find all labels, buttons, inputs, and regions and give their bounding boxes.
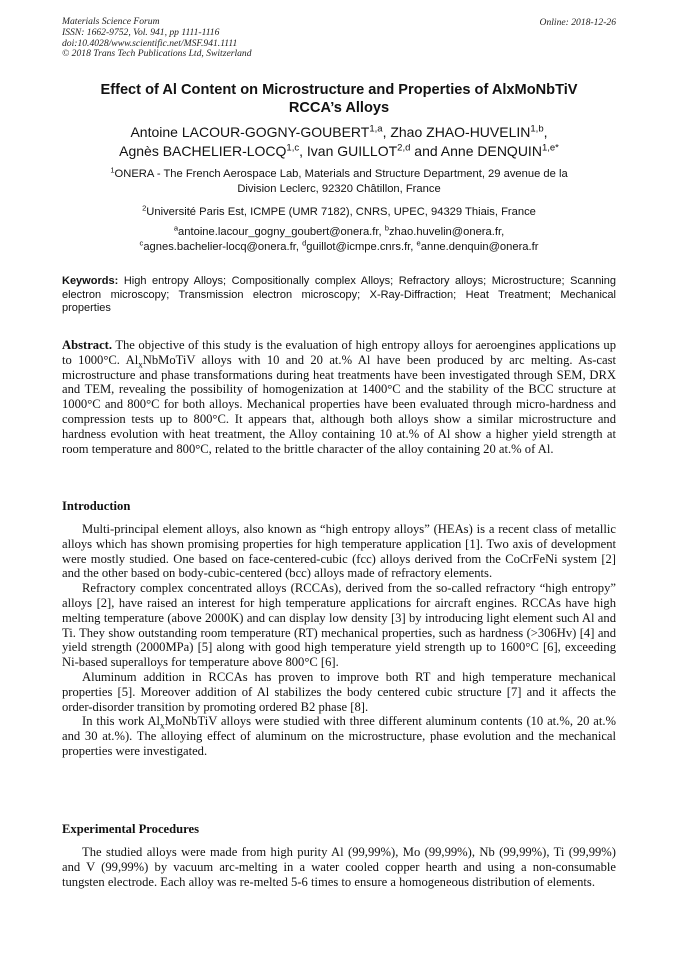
subscript: x xyxy=(138,359,143,370)
author-affiliation-mark: 1,e* xyxy=(541,141,559,153)
affiliation-2 xyxy=(62,205,616,220)
affiliation-mark: 2 xyxy=(142,203,147,213)
introduction-section xyxy=(62,522,616,759)
email-mark: a xyxy=(173,223,179,233)
author-list xyxy=(62,123,616,160)
author-name: Agnès BACHELIER-LOCQ xyxy=(119,142,287,159)
section-heading-introduction: Introduction xyxy=(62,499,131,513)
paper-title xyxy=(62,81,616,117)
authors-line-1 xyxy=(62,123,616,142)
email-address: guillot@icmpe.cnrs.fr, xyxy=(306,240,417,253)
author-name: Zhao ZHAO-HUVELIN xyxy=(390,124,531,140)
email-address: agnes.bachelier-locq@onera.fr, xyxy=(143,240,303,253)
subscript: x xyxy=(160,720,165,731)
paragraph: The studied alloys were made from high purity Al (99,99%), Mo (99,99%), Nb (99,99%), Ti (99,99%) and V (99,99%) by vacuum arc-melting in a water cooled copper hearth and using a non-consumable tungsten electrode. Each alloy was re-melted 5-6 times to ensure a homogeneous distribution of elements. xyxy=(62,845,616,889)
title-line-1: Effect of Al Content on Microstructure and Properties of AlxMoNbTiV xyxy=(100,82,578,98)
abstract-text: The objective of this study is the evaluation of high entropy alloys for aeroengines applications up to 1000°C. Al xyxy=(62,338,616,367)
journal-name: Materials Science Forum xyxy=(62,16,160,27)
email-address: zhao.huvelin@onera.fr, xyxy=(388,226,505,238)
abstract-text: NbMoTiV alloys with 10 and 20 at.% Al have been produced by arc melting. As-cast microstructure and phase transformations during heat treatments have been investigated through SEM, DRX and TEM, revealing the possibility of homogenization at 1400°C and the stability of the BCC structure at 1000°C and 800°C for both alloys. Mechanical properties have been evaluated through micro-hardness and compression tests up to 800°C. It appears that, although both alloys show a similar microstructure and hardness evolution with heat treatment, the Alloy containing 10 at.% of Al show a higher yield strength at room temperature and 800°C, related to the brittle character of the alloy containing 20 at.% of Al. xyxy=(62,352,616,456)
author-affiliation-mark: 1,c xyxy=(286,141,300,153)
issn: ISSN: 1662-9752, Vol. 941, pp 1111-1116 xyxy=(62,26,220,38)
affiliation-1 xyxy=(62,167,616,196)
affiliation-mark: 1 xyxy=(110,165,115,175)
paragraph-text: MoNbTiV alloys were studied with three different aluminum contents (10 at.%, 20 at.% and 30 at.%). The alloying effect of aluminum on the microstructure, phase evolution and the mechanical properties were investigated. xyxy=(62,714,616,758)
section-heading-experimental: Experimental Procedures xyxy=(62,822,199,836)
author-name: Antoine LACOUR-GOGNY-GOUBERT xyxy=(130,124,370,140)
abstract xyxy=(62,338,616,456)
affiliation-text: ONERA - The French Aerospace Lab, Materials and Structure Department, 29 avenue de la xyxy=(114,168,568,180)
experimental-section xyxy=(62,845,616,889)
copyright: © 2018 Trans Tech Publications Ltd, Switzerland xyxy=(62,48,252,60)
journal-header xyxy=(62,17,252,60)
author-name: Anne DENQUIN xyxy=(440,142,542,159)
email-mark: b xyxy=(384,223,389,233)
affiliation-text: Division Leclerc, 92320 Châtillon, France xyxy=(237,182,441,195)
email-list xyxy=(62,225,616,254)
affiliation-text: Université Paris Est, ICMPE (UMR 7182), CNRS, UPEC, 94329 Thiais, France xyxy=(146,206,536,218)
author-separator: , xyxy=(299,142,307,159)
email-mark: d xyxy=(302,237,307,247)
author-affiliation-mark: 1,a xyxy=(369,123,383,135)
email-mark: c xyxy=(139,237,144,247)
email-address: anne.denquin@onera.fr xyxy=(420,240,539,253)
author-affiliation-mark: 1,b xyxy=(530,123,544,135)
paragraph: Multi-principal element alloys, also known as “high entropy alloys” (HEAs) is a recent class of metallic alloys which has shown promising properties for high temperature application [1]. Two axis of development were mostly studied. One based on face-centered-cubic (fcc) alloys derived from the CoCrFeNi system [2] and the other based on body-cubic-centered (bcc) alloys made of refractory elements. xyxy=(62,522,616,581)
keywords xyxy=(62,275,616,316)
authors-line-2 xyxy=(62,142,616,161)
author-affiliation-mark: 2,d xyxy=(397,141,411,153)
email-address: antoine.lacour_gogny_goubert@onera.fr, xyxy=(178,226,385,238)
email-mark: e xyxy=(416,237,421,247)
author-name: Ivan GUILLOT xyxy=(306,142,398,159)
online-date: Online: 2018-12-26 xyxy=(539,17,616,28)
abstract-label: Abstract. xyxy=(62,338,113,352)
doi: doi:10.4028/www.scientific.net/MSF.941.1111 xyxy=(62,37,238,49)
author-separator: , xyxy=(382,124,391,140)
paragraph: Refractory complex concentrated alloys (RCCAs), derived from the so-called refractory “high entropy” alloys [2], have raised an interest for high temperature applications for aircraft engines. RCCAs have high melting temperature (above 2000K) and can display low density [3] by introducing light element such Al and Ti. They show outstanding room temperature (RT) mechanical properties, such as hardness (>306Hv) [4] and yield strength (2000MPa) [5] along with good high temperature yield strength up to 1600°C [6], exceeding Ni-based superalloys for temperature above 800°C [6]. xyxy=(62,581,616,670)
paragraph xyxy=(62,714,616,758)
keywords-label: Keywords: xyxy=(62,275,119,287)
paragraph-text: In this work Al xyxy=(82,714,161,729)
author-separator: , xyxy=(543,124,548,140)
paragraph: Aluminum addition in RCCAs has proven to improve both RT and high temperature mechanical properties [5]. Moreover addition of Al stabilizes the body centered cubic structure [7] and it affects the order-disorder transition by promoting ordered B2 phase [8]. xyxy=(62,669,616,714)
author-separator: and xyxy=(410,142,441,159)
title-line-2: RCCA’s Alloys xyxy=(288,100,390,116)
keywords-text: High entropy Alloys; Compositionally complex Alloys; Refractory alloys; Microstructure; Scanning electron microscopy; Transmission electron microscopy; X-Ray-Diffraction; Heat Treatment; Mechanical properties xyxy=(62,275,616,315)
